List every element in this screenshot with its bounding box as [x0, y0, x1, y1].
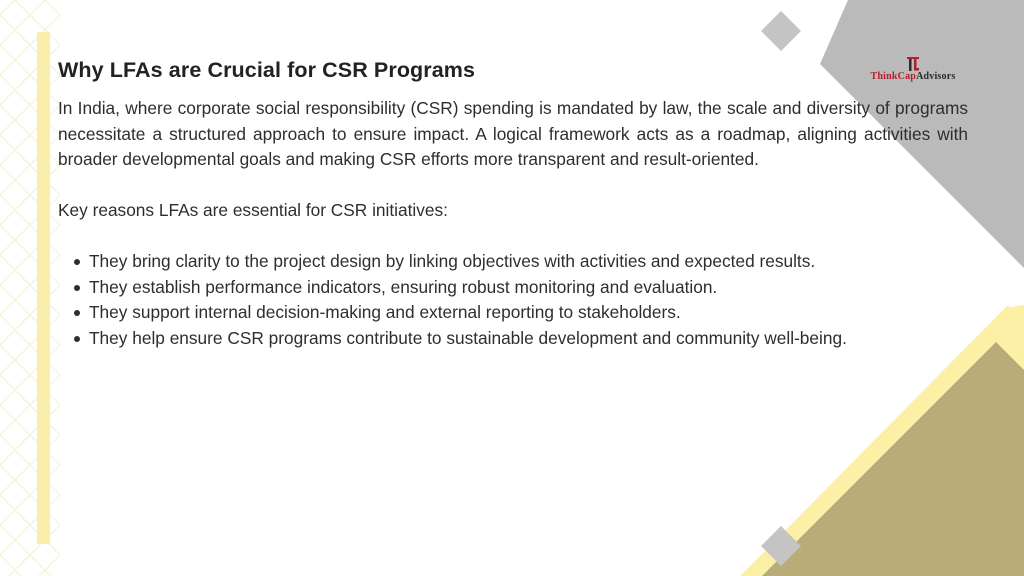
slide-title: Why LFAs are Crucial for CSR Programs: [58, 58, 476, 82]
bullet-dot-icon: [74, 285, 80, 291]
list-item-text: They help ensure CSR programs contribute to sustainable development and community well-being.: [89, 327, 847, 348]
list-item-text: They support internal decision-making and external reporting to stakeholders.: [89, 302, 681, 322]
slide-content: [58, 54, 968, 351]
list-item: [58, 249, 968, 275]
bullet-dot-icon: [74, 259, 80, 265]
intro-paragraph: In India, where corporate social responsibility (CSR) spending is mandated by law, the scale and diversity of programs necessitate a structured approach to ensure impact. A logical framework acts as a roadmap, aligning activities with broader developmental goals and making CSR efforts more transparent and result-oriented.: [58, 98, 968, 169]
key-reasons-heading: Key reasons LFAs are essential for CSR initiatives:: [58, 199, 448, 220]
grey-diamond-small-top: [761, 11, 801, 51]
olive-diamond: [762, 342, 1024, 576]
list-item: [58, 300, 968, 326]
bullet-dot-icon: [74, 336, 80, 342]
logo-wordmark: [858, 71, 968, 82]
list-item-text: They establish performance indicators, ensuring robust monitoring and evaluation.: [89, 276, 718, 297]
bullet-dot-icon: [74, 310, 80, 316]
logo-brand-part1: ThinkCap: [870, 71, 917, 82]
list-item-text: They bring clarity to the project design by linking objectives with activities and expected results.: [89, 251, 816, 271]
reasons-list: [58, 249, 968, 351]
tc-logo-mark-icon: [906, 56, 920, 72]
thinkcap-logo: [858, 56, 968, 86]
list-item: [58, 326, 968, 352]
logo-brand-part2: Advisors: [916, 71, 956, 82]
list-item: [58, 275, 968, 301]
